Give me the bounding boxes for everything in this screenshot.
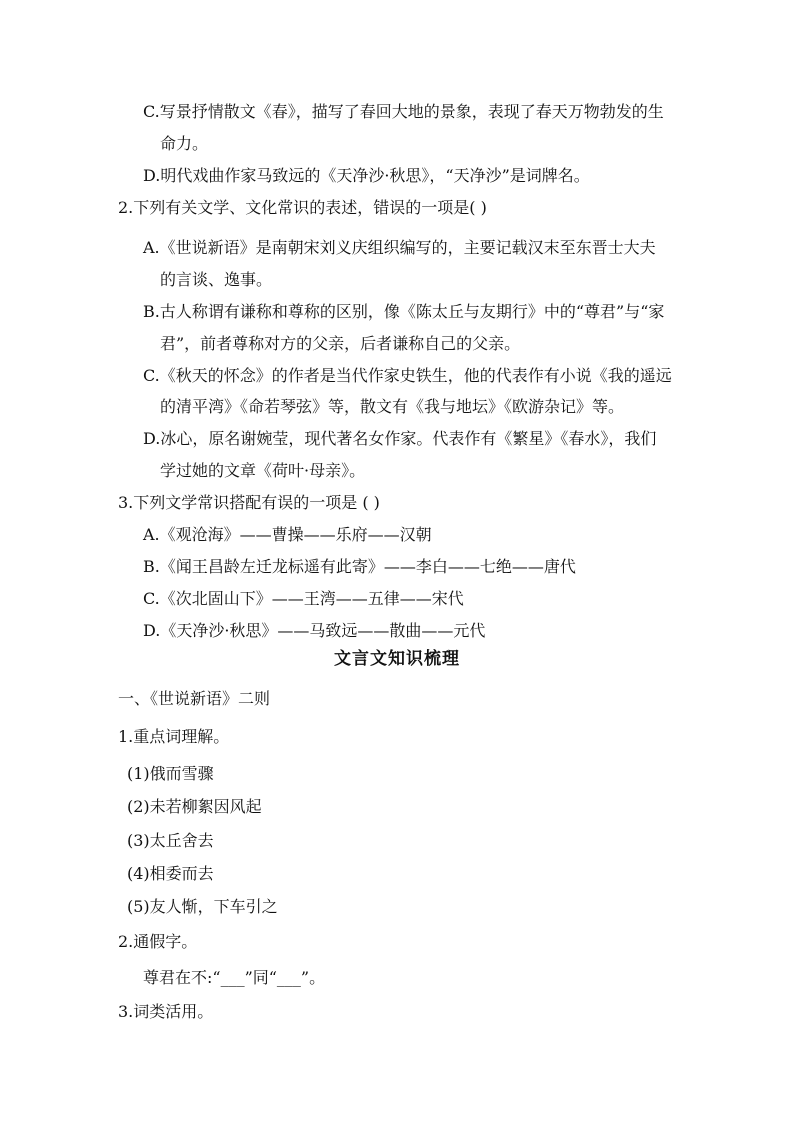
q2-option-a-line2: 的言谈、逸事。 <box>160 270 273 289</box>
q2-option-b-line2: 君”，前者尊称对方的父亲，后者谦称自己的父亲。 <box>160 334 521 353</box>
q2-option-c-line1: C.《秋天的怀念》的作者是当代作家史铁生，他的代表作有小说《我的遥远 <box>143 366 672 385</box>
part1-sub1: (1)俄而雪骤 <box>127 764 214 783</box>
q3-option-c: C.《次北固山下》——王湾——五律——宋代 <box>143 589 464 608</box>
q3-option-d: D.《天净沙·秋思》——马致远——散曲——元代 <box>143 621 486 640</box>
part1-item3: 3.词类活用。 <box>118 1002 214 1021</box>
q1-option-c-line1: C.写景抒情散文《春》，描写了春回大地的景象，表现了春天万物勃发的生 <box>143 102 664 121</box>
q3-option-a: A.《观沧海》——曹操——乐府——汉朝 <box>143 525 432 544</box>
q1-option-c-line2: 命力。 <box>160 134 209 153</box>
part1-sub2: (2)未若柳絮因风起 <box>127 797 262 816</box>
q2-option-b-line1: B.古人称谓有谦称和尊称的区别，像《陈太丘与友期行》中的“尊君”与“家 <box>143 302 665 321</box>
part1-sub4: (4)相委而去 <box>127 864 214 883</box>
part1-item2: 2.通假字。 <box>118 932 198 951</box>
part1-tongjia: 尊君在不:“___”同“___”。 <box>143 968 326 987</box>
q2-stem: 2.下列有关文学、文化常识的表述，错误的一项是( ) <box>118 198 487 217</box>
part1-heading: 一、《世说新语》二则 <box>118 689 271 708</box>
q3-stem: 3.下列文学常识搭配有误的一项是 ( ) <box>118 493 380 512</box>
q1-option-d: D.明代戏曲作家马致远的《天净沙·秋思》，“天净沙”是词牌名。 <box>143 166 590 185</box>
part1-sub3: (3)太丘舍去 <box>127 831 214 850</box>
part1-sub5: (5)友人惭，下车引之 <box>127 897 278 916</box>
q2-option-c-line2: 的清平湾》《命若琴弦》等，散文有《我与地坛》《欧游杂记》等。 <box>160 397 625 416</box>
q2-option-d-line2: 学过她的文章《荷叶·母亲》。 <box>160 461 366 480</box>
section-title: 文言文知识梳理 <box>334 649 460 669</box>
q3-option-b: B.《闻王昌龄左迁龙标遥有此寄》——李白——七绝——唐代 <box>143 557 576 576</box>
q2-option-a-line1: A.《世说新语》是南朝宋刘义庆组织编写的，主要记载汉末至东晋士大夫 <box>143 238 656 257</box>
q2-option-d-line1: D.冰心，原名谢婉莹，现代著名女作家。代表作有《繁星》《春水》，我们 <box>143 429 657 448</box>
part1-item1: 1.重点词理解。 <box>118 727 230 746</box>
